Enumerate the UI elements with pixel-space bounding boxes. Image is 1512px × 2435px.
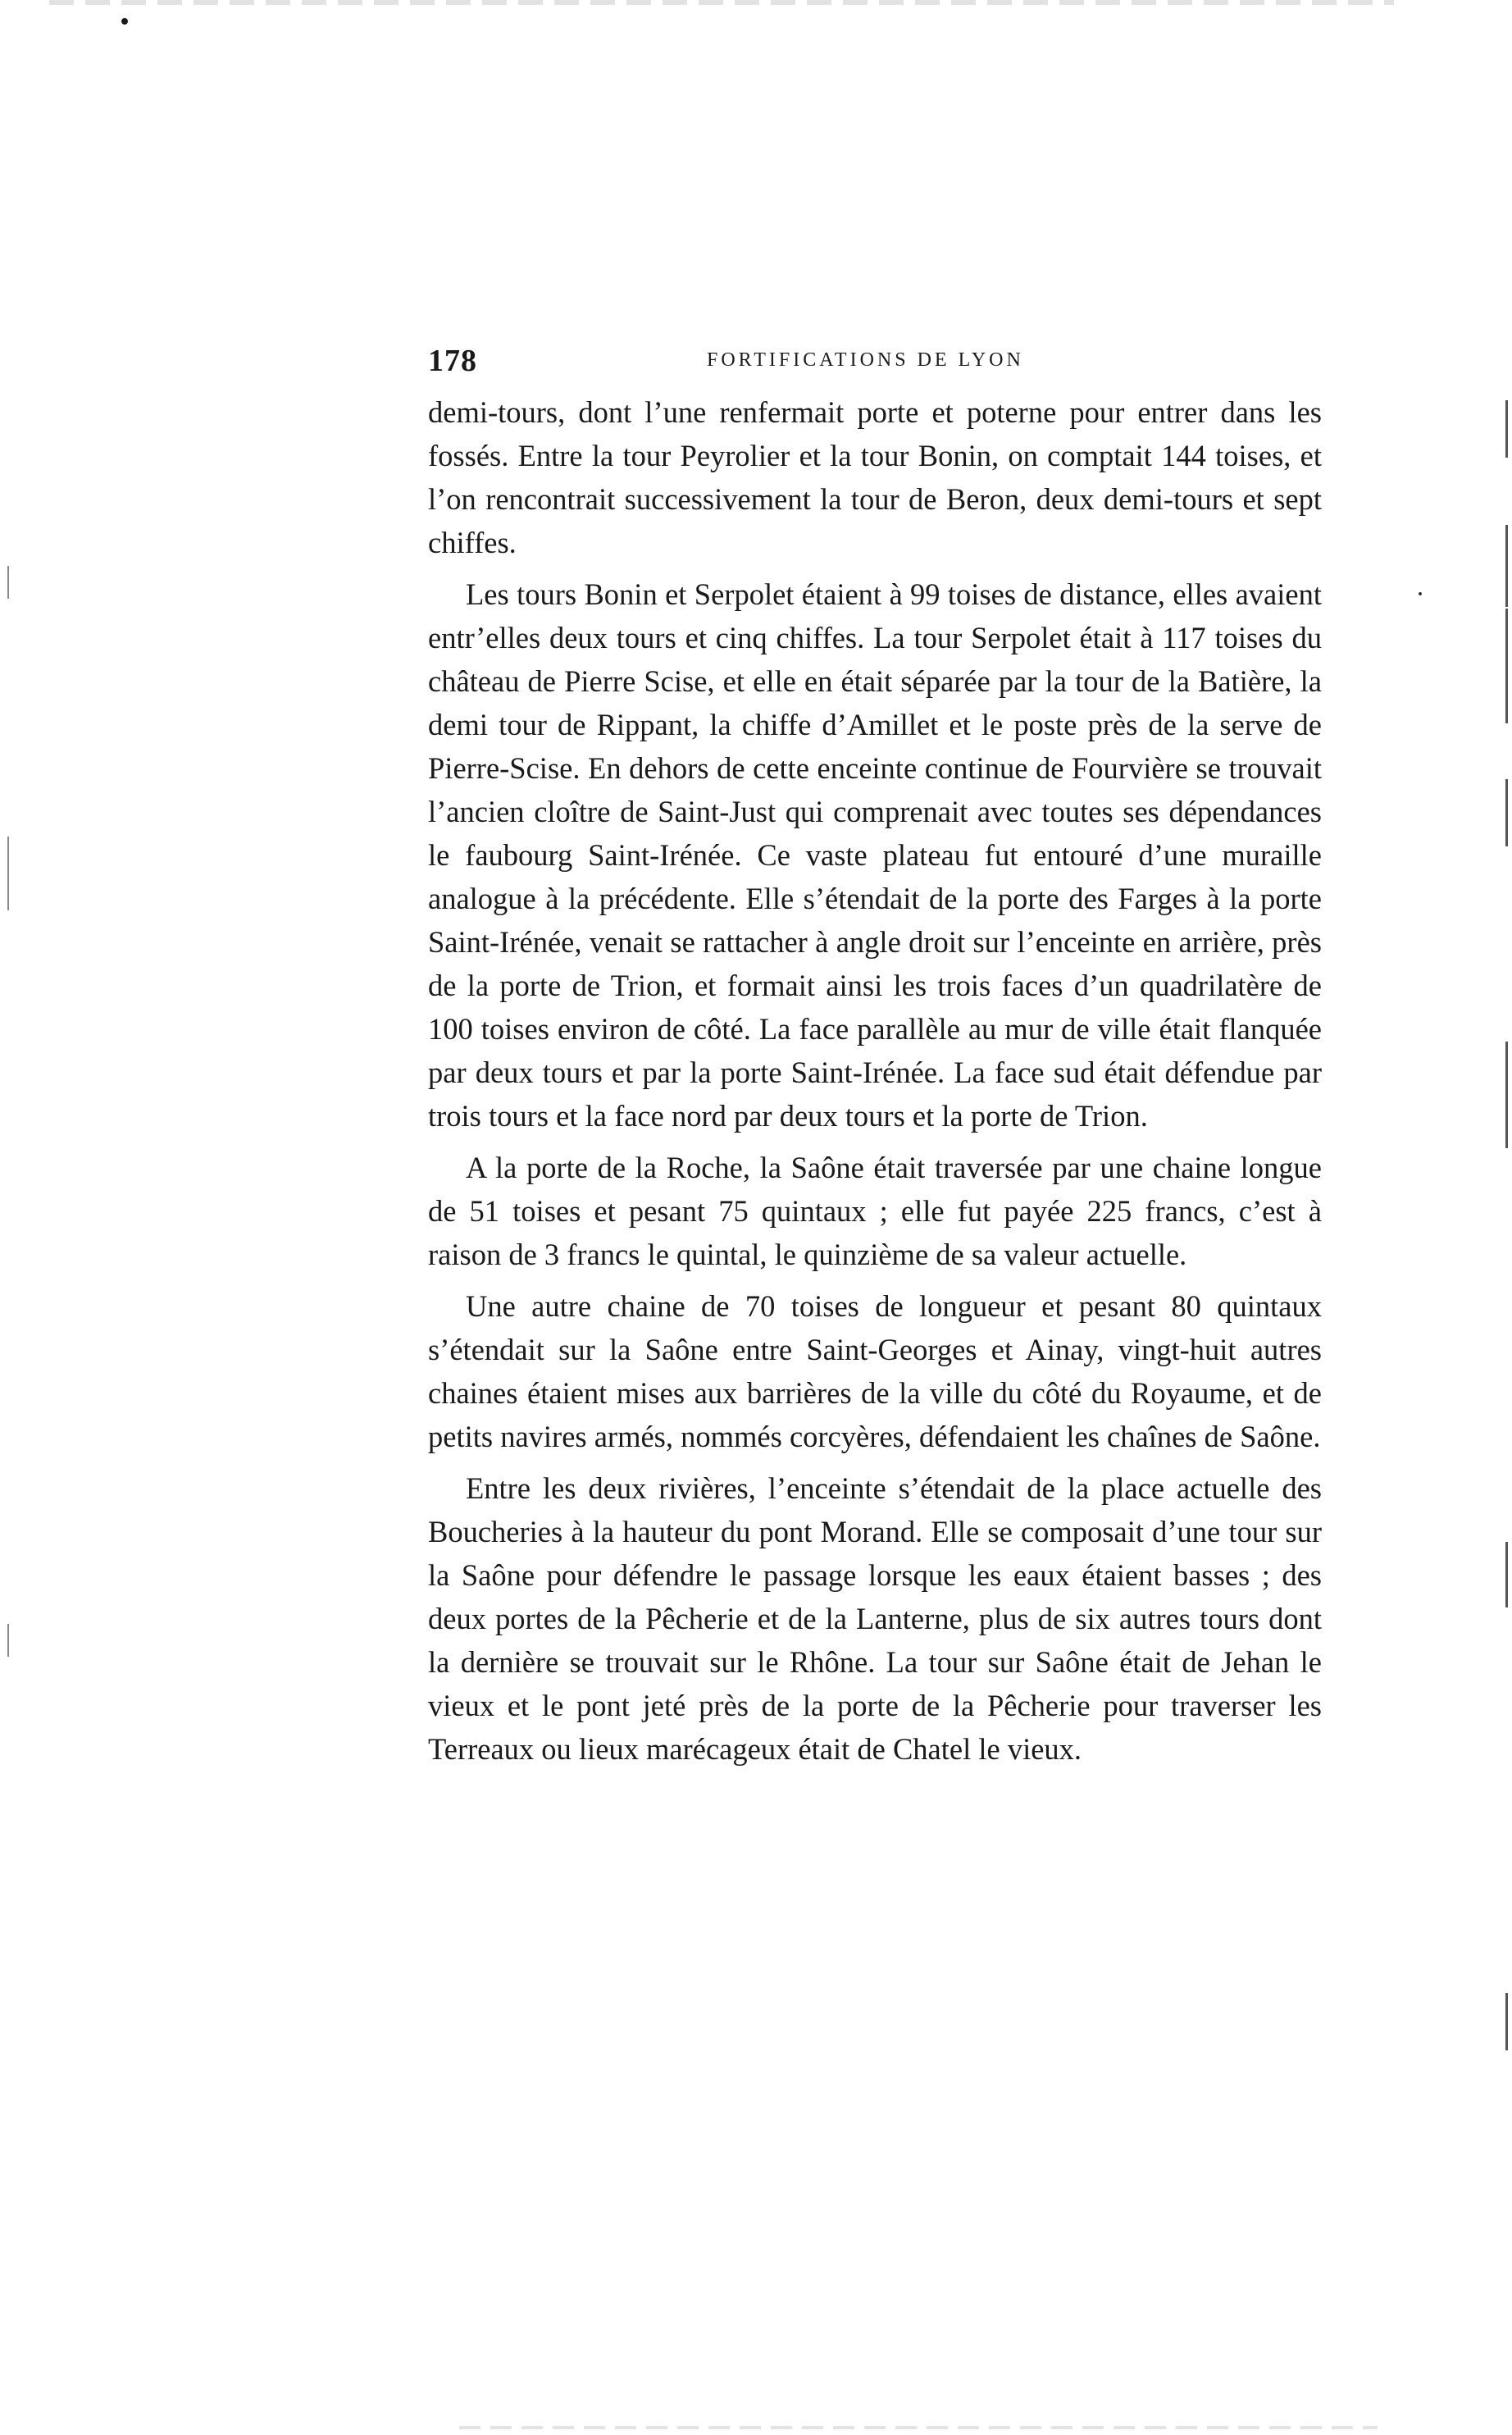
scan-left-margin-mark (7, 566, 9, 599)
scan-right-margin-mark (1505, 1542, 1508, 1607)
bottom-scan-edge (459, 2426, 1378, 2429)
scan-right-margin-mark (1505, 609, 1508, 723)
paragraph: demi-tours, dont l’une renfermait porte et poterne pour entrer dans les fossés. Entre la tour Peyrolier et la tour Bonin, on comptait 144 toises, et l’on rencontrait successivement la tour de Beron, deux demi-tours et sept chiffes. (428, 395, 1322, 559)
paragraph: Les tours Bonin et Serpolet étaient à 99 toises de distance, elles avaient entr’elles deux tours et cinq chiffes. La tour Serpolet était à 117 toises du château de Pierre Scise, et elle en était séparée par la tour de la Batière, la demi tour de Rippant, la chiffe d’Amillet et le poste près de la serve de Pierre-Scise. En dehors de cette enceinte continue de Fourvière se trouvait l’ancien cloître de Saint-Just qui comprenait avec toutes ses dépendances le faubourg Saint-Irénée. Ce vaste plateau fut entouré d’une muraille analogue à la précédente. Elle s’étendait de la porte des Farges à la porte Saint-Irénée, venait se rattacher à angle droit sur l’enceinte en arrière, près de la porte de Trion, et formait ainsi les trois faces d’un quadrilatère de 100 toises environ de côté. La face parallèle au mur de ville était flanquée par deux tours et par la porte Saint-Irénée. La face sud était défendue par trois tours et la face nord par deux tours et la porte de Trion. (428, 577, 1322, 1133)
page-header (428, 343, 1322, 389)
top-scan-edge (49, 0, 1394, 5)
paragraph: A la porte de la Roche, la Saône était traversée par une chaine longue de 51 toises et pesant 75 quintaux ; elle fut payée 225 francs, c’est à raison de 3 francs le quintal, le quinzième de sa valeur actuelle. (428, 1151, 1322, 1271)
scan-right-margin-mark (1505, 400, 1508, 458)
scan-right-margin-mark (1505, 1993, 1508, 2050)
running-title: FORTIFICATIONS DE LYON (707, 349, 1024, 371)
scan-stray-dot (1419, 592, 1422, 595)
page-number: 178 (428, 344, 477, 378)
paragraph: Entre les deux rivières, l’enceinte s’étendait de la place actuelle des Boucheries à la hauteur du pont Morand. Elle se composait d’une tour sur la Saône pour défendre le passage lorsque les eaux étaient basses ; des deux portes de la Pêcherie et de la Lanterne, plus de six autres tours dont la dernière se trouvait sur le Rhône. La tour sur Saône était de Jehan le vieux et le pont jeté près de la porte de la Pêcherie pour traverser les Terreaux ou lieux marécageux était de Chatel le vieux. (428, 1471, 1322, 1766)
body-text (428, 390, 1322, 1771)
scan-left-margin-mark (7, 837, 9, 910)
scan-dot-mark (121, 18, 128, 25)
scan-right-margin-mark (1505, 779, 1508, 846)
scan-right-margin-mark (1505, 525, 1508, 607)
scan-right-margin-mark (1505, 1042, 1508, 1148)
scan-left-margin-mark (7, 1624, 9, 1657)
paragraph: Une autre chaine de 70 toises de longueur et pesant 80 quintaux s’étendait sur la Saône entre Saint-Georges et Ainay, vingt-huit autres chaines étaient mises aux barrières de la ville du côté du Royaume, et de petits navires armés, nommés corcyères, défendaient les chaînes de Saône. (428, 1289, 1322, 1453)
